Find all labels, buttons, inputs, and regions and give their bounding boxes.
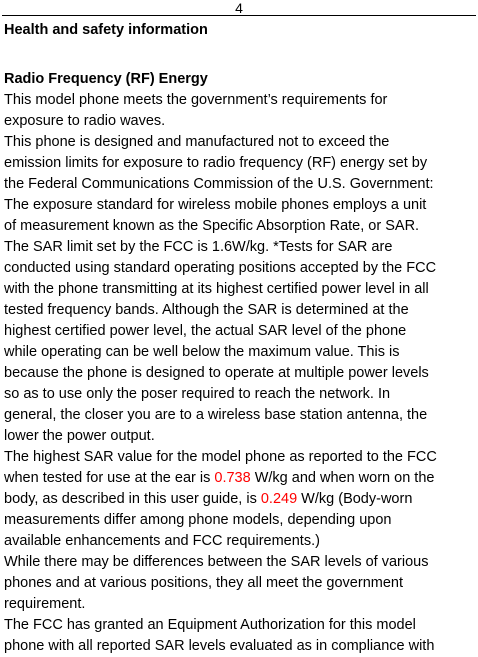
text-fragment: body, as described in this user guide, is [4, 491, 261, 507]
text-line: The exposure standard for wireless mobile phones employs a unit [4, 197, 427, 213]
rf-heading: Radio Frequency (RF) Energy [4, 71, 208, 87]
rf-paragraph [4, 90, 476, 657]
section-title: Health and safety information [4, 22, 208, 38]
sar-body-value: 0.249 [260, 491, 298, 507]
text-line: lower the power output. [4, 428, 155, 444]
text-fragment: W/kg and when worn on the [250, 470, 435, 486]
text-line: highest certified power level, the actual SAR level of the phone [4, 323, 407, 339]
text-line: tested frequency bands. Although the SAR is determined at the [4, 302, 409, 318]
text-line: While there may be differences between the SAR levels of various [4, 554, 429, 570]
text-fragment: W/kg (Body-worn [297, 491, 413, 507]
text-line: phones and at various positions, they all meet the government [4, 575, 403, 591]
text-line: The FCC has granted an Equipment Authorization for this model [4, 617, 416, 633]
text-line: general, the closer you are to a wireless base station antenna, the [4, 407, 428, 423]
text-line: emission limits for exposure to radio frequency (RF) energy set by [4, 155, 428, 171]
text-line: The SAR limit set by the FCC is 1.6W/kg. *Tests for SAR are [4, 239, 393, 255]
text-line: The highest SAR value for the model phone as reported to the FCC [4, 449, 437, 465]
text-line: with the phone transmitting at its highest certified power level in all [4, 281, 429, 297]
text-line: This model phone meets the government’s requirements for [4, 92, 388, 108]
sar-ear-value: 0.738 [214, 470, 251, 486]
text-fragment: when tested for use at the ear is [4, 470, 215, 486]
document-body [4, 20, 476, 657]
text-line: while operating can be well below the maximum value. This is [4, 344, 400, 360]
text-line: of measurement known as the Specific Absorption Rate, or SAR. [4, 218, 420, 234]
text-line: This phone is designed and manufactured not to exceed the [4, 134, 390, 150]
text-line: requirement. [4, 596, 86, 612]
spacer [4, 41, 476, 69]
text-line: because the phone is designed to operate at multiple power levels [4, 365, 429, 381]
text-line: measurements differ among phone models, depending upon [4, 512, 392, 528]
text-line: so as to use only the poser required to reach the network. In [4, 386, 391, 402]
text-line: phone with all reported SAR levels evaluated as in compliance with [4, 638, 435, 654]
text-line: available enhancements and FCC requirements.) [4, 533, 320, 549]
page-number: 4 [235, 0, 243, 16]
text-line: the Federal Communications Commission of the U.S. Government: [4, 176, 434, 192]
header-divider [2, 15, 476, 16]
text-line: conducted using standard operating positions accepted by the FCC [4, 260, 437, 276]
sar-ear-line [4, 468, 476, 489]
sar-body-line [4, 489, 476, 510]
text-line: exposure to radio waves. [4, 113, 166, 129]
